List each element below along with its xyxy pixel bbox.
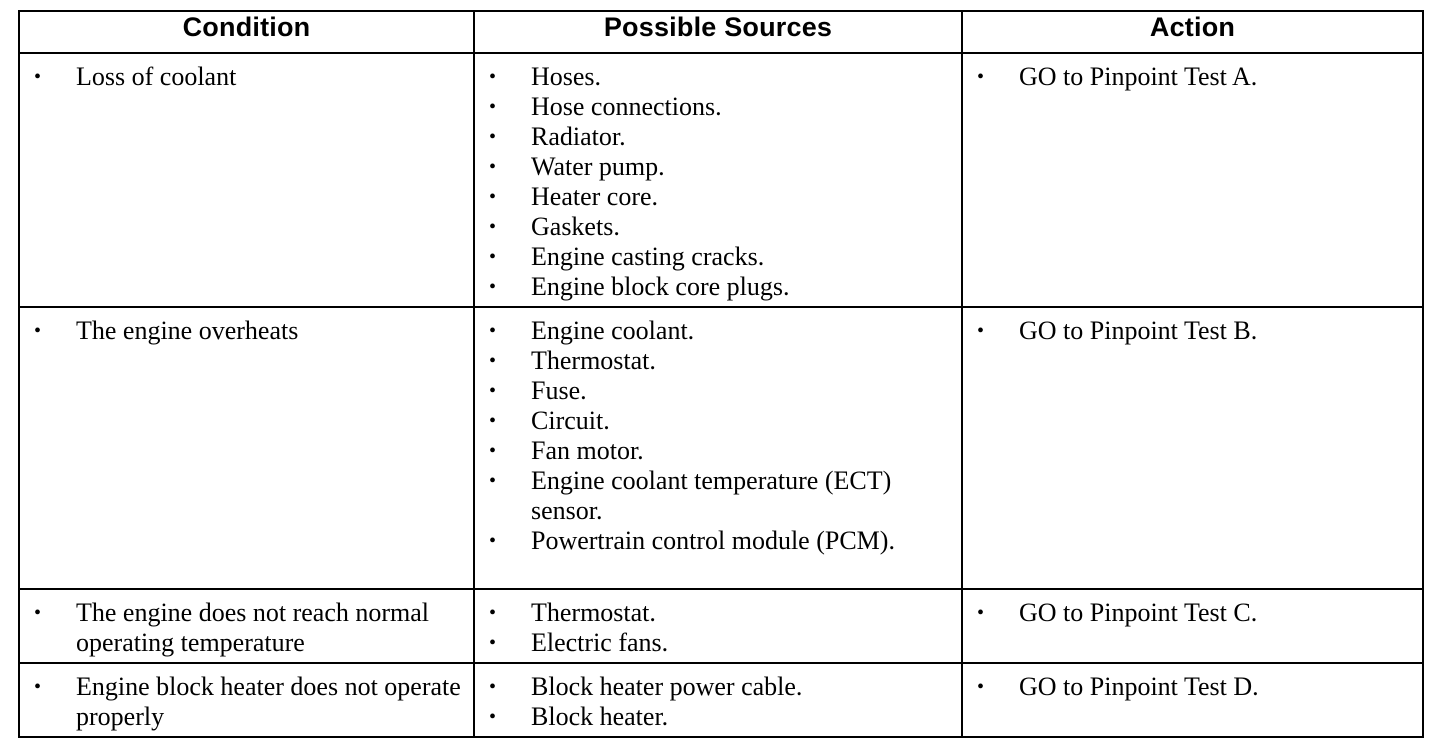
source-text: Powertrain control module (PCM). (531, 526, 895, 555)
list-item (963, 316, 1416, 346)
bullet-icon: • (489, 632, 497, 654)
source-text: Hose connections. (531, 92, 722, 121)
source-text: Engine casting cracks. (531, 242, 765, 271)
list-item (475, 212, 955, 242)
sources-cell (474, 307, 962, 589)
source-text: Thermostat. (531, 346, 656, 375)
source-text: Water pump. (531, 152, 665, 181)
bullet-icon: • (489, 440, 497, 462)
list-item (963, 672, 1416, 702)
condition-text: Loss of coolant (76, 62, 237, 91)
source-text: Engine coolant. (531, 316, 695, 345)
list-item (475, 526, 955, 556)
action-cell (962, 307, 1423, 589)
table-row (19, 589, 1423, 663)
list-item (475, 152, 955, 182)
list-item (475, 672, 955, 702)
condition-cell (19, 589, 474, 663)
condition-cell (19, 663, 474, 737)
list-item (475, 92, 955, 122)
list-item (20, 62, 467, 92)
header-possible-sources: Possible Sources (474, 11, 962, 53)
bullet-icon: • (489, 706, 497, 728)
action-text: GO to Pinpoint Test C. (1019, 598, 1258, 627)
header-condition: Condition (19, 11, 474, 53)
action-text: GO to Pinpoint Test A. (1019, 62, 1258, 91)
source-text: Gaskets. (531, 212, 620, 241)
source-text: Fuse. (531, 376, 587, 405)
source-text: Thermostat. (531, 598, 656, 627)
sources-cell (474, 663, 962, 737)
bullet-icon: • (489, 186, 497, 208)
source-text: Block heater. (531, 702, 669, 731)
list-item (963, 598, 1416, 628)
source-text: Fan motor. (531, 436, 644, 465)
bullet-icon: • (489, 530, 497, 552)
source-text: Hoses. (531, 62, 602, 91)
list-item (475, 598, 955, 628)
list-item (475, 628, 955, 658)
table-row (19, 663, 1423, 737)
bullet-icon: • (977, 602, 985, 624)
bullet-icon: • (977, 66, 985, 88)
source-text: Block heater power cable. (531, 672, 803, 701)
header-row (19, 11, 1423, 53)
bullet-icon: • (977, 320, 985, 342)
bullet-icon: • (489, 66, 497, 88)
list-item (475, 122, 955, 152)
bullet-icon: • (489, 276, 497, 298)
bullet-icon: • (489, 410, 497, 432)
sources-cell (474, 53, 962, 307)
source-text: Engine block core plugs. (531, 272, 790, 301)
source-text: Radiator. (531, 122, 626, 151)
action-cell (962, 663, 1423, 737)
list-item (20, 316, 467, 346)
table-row (19, 307, 1423, 589)
bullet-icon: • (489, 156, 497, 178)
bullet-icon: • (34, 320, 42, 342)
list-item (475, 702, 955, 732)
list-item (475, 376, 955, 406)
list-item (475, 466, 955, 526)
bullet-icon: • (977, 676, 985, 698)
action-cell (962, 589, 1423, 663)
bullet-icon: • (489, 350, 497, 372)
source-text: Heater core. (531, 182, 659, 211)
source-text: Engine coolant temperature (ECT) sensor. (531, 466, 892, 525)
condition-cell (19, 53, 474, 307)
bullet-icon: • (489, 96, 497, 118)
symptom-chart-table (18, 10, 1424, 738)
sources-cell (474, 589, 962, 663)
bullet-icon: • (489, 246, 497, 268)
bullet-icon: • (489, 602, 497, 624)
action-text: GO to Pinpoint Test D. (1019, 672, 1259, 701)
condition-text: Engine block heater does not operate properly (76, 672, 461, 731)
list-item (475, 182, 955, 212)
source-text: Circuit. (531, 406, 610, 435)
list-item (475, 242, 955, 272)
condition-text: The engine overheats (76, 316, 299, 345)
condition-text: The engine does not reach normal operating temperature (76, 598, 430, 657)
list-item (475, 346, 955, 376)
list-item (475, 406, 955, 436)
condition-cell (19, 307, 474, 589)
diagnosis-table-container (18, 10, 1422, 738)
list-item (20, 672, 467, 732)
list-item (963, 62, 1416, 92)
list-item (475, 436, 955, 466)
bullet-icon: • (489, 676, 497, 698)
list-item (475, 316, 955, 346)
action-cell (962, 53, 1423, 307)
list-item (20, 598, 467, 658)
bullet-icon: • (34, 676, 42, 698)
bullet-icon: • (489, 470, 497, 492)
bullet-icon: • (34, 66, 42, 88)
header-action: Action (962, 11, 1423, 53)
list-item (475, 272, 955, 302)
bullet-icon: • (489, 380, 497, 402)
table-row (19, 53, 1423, 307)
action-text: GO to Pinpoint Test B. (1019, 316, 1258, 345)
bullet-icon: • (489, 216, 497, 238)
bullet-icon: • (489, 126, 497, 148)
list-item (475, 62, 955, 92)
source-text: Electric fans. (531, 628, 669, 657)
bullet-icon: • (489, 320, 497, 342)
bullet-icon: • (34, 602, 42, 624)
